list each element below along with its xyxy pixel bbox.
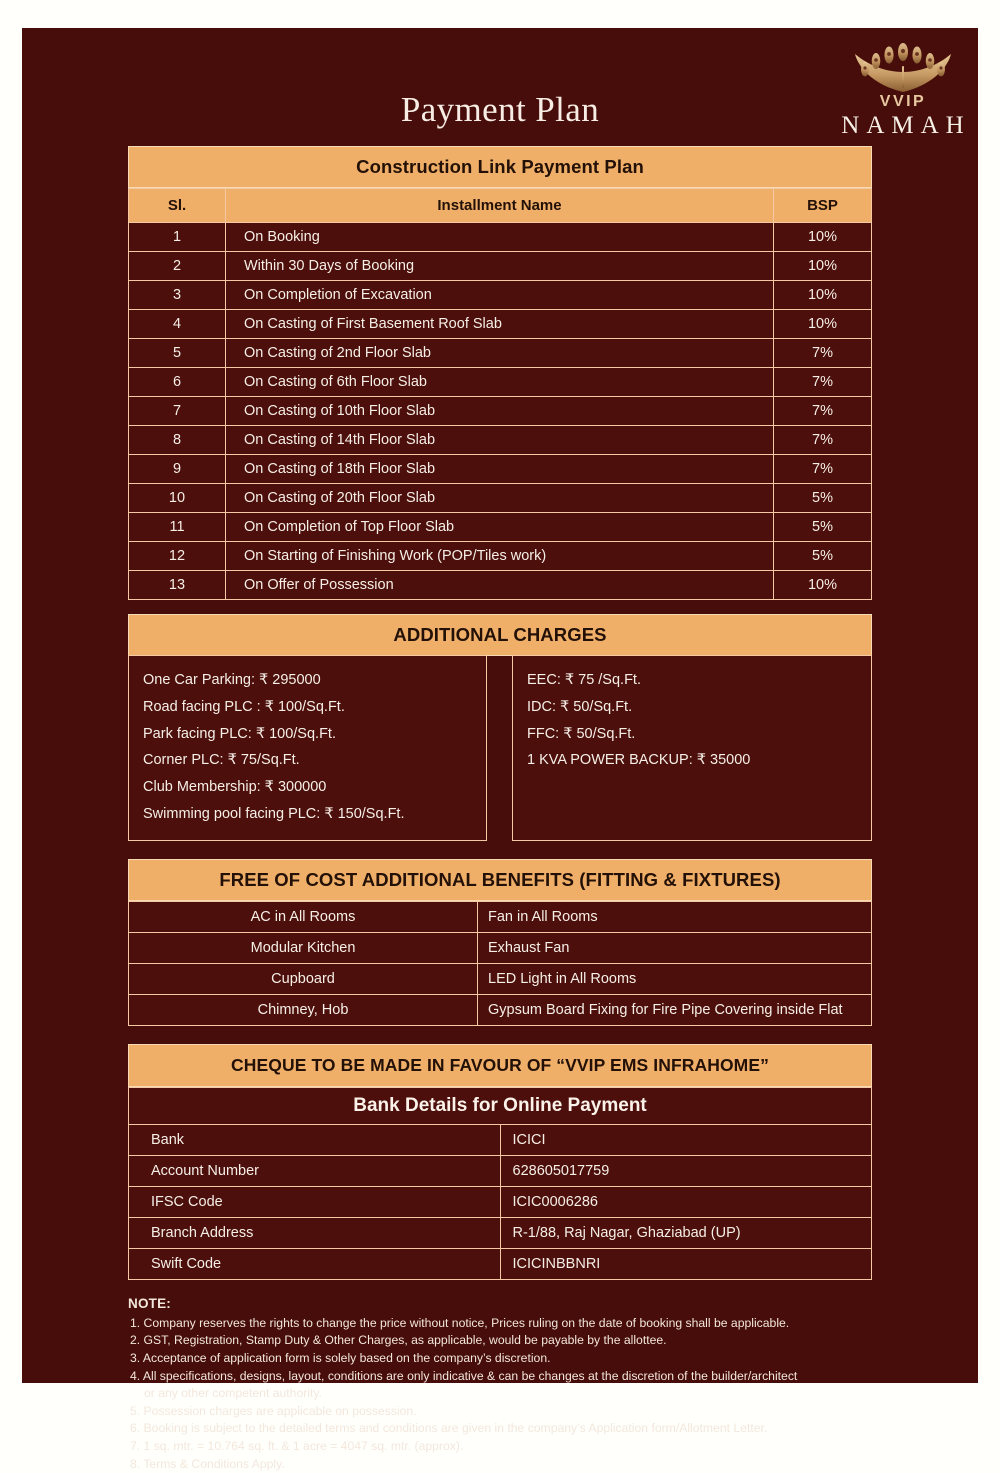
cell-installment-name: On Casting of 6th Floor Slab bbox=[226, 368, 774, 397]
table-row bbox=[129, 455, 872, 484]
cell-sl: 4 bbox=[129, 310, 226, 339]
bank-details-title: Bank Details for Online Payment bbox=[129, 1087, 872, 1124]
note-item: 5. Possession charges are applicable on possession. bbox=[130, 1403, 417, 1418]
cell-installment-name: On Casting of 10th Floor Slab bbox=[226, 397, 774, 426]
bank-field-label: Branch Address bbox=[129, 1217, 501, 1248]
bank-field-label: Bank bbox=[129, 1124, 501, 1155]
bank-field-label: IFSC Code bbox=[129, 1186, 501, 1217]
table-row bbox=[129, 397, 872, 426]
cell-installment-name: Within 30 Days of Booking bbox=[226, 252, 774, 281]
bank-section bbox=[128, 1044, 872, 1280]
bank-details-table bbox=[128, 1087, 872, 1280]
table-row bbox=[129, 1155, 872, 1186]
cell-installment-name: On Casting of 14th Floor Slab bbox=[226, 426, 774, 455]
cell-sl: 10 bbox=[129, 484, 226, 513]
bank-field-label: Swift Code bbox=[129, 1248, 501, 1279]
construction-link-payment-plan-section bbox=[128, 146, 872, 600]
benefits-table bbox=[128, 901, 872, 1026]
table-row bbox=[129, 484, 872, 513]
bank-field-value: ICIC0006286 bbox=[500, 1186, 872, 1217]
cell-bsp: 7% bbox=[774, 397, 872, 426]
cell-bsp: 7% bbox=[774, 426, 872, 455]
table-header-row bbox=[129, 189, 872, 223]
table-row bbox=[129, 901, 872, 932]
cell-installment-name: On Casting of First Basement Roof Slab bbox=[226, 310, 774, 339]
document-header bbox=[22, 28, 978, 146]
benefit-right: Fan in All Rooms bbox=[478, 901, 872, 932]
benefit-right: Gypsum Board Fixing for Fire Pipe Covering inside Flat bbox=[478, 994, 872, 1025]
cell-sl: 3 bbox=[129, 281, 226, 310]
benefit-left: AC in All Rooms bbox=[129, 901, 478, 932]
table-row bbox=[129, 513, 872, 542]
additional-charges-right-column bbox=[512, 655, 872, 841]
note-item: 2. GST, Registration, Stamp Duty & Other Charges, as applicable, would be payable by the allottee. bbox=[130, 1333, 667, 1348]
bank-field-value: R-1/88, Raj Nagar, Ghaziabad (UP) bbox=[500, 1217, 872, 1248]
charge-item: Road facing PLC : ₹ 100/Sq.Ft. bbox=[143, 698, 345, 715]
note-heading: NOTE: bbox=[128, 1295, 171, 1311]
charge-item: One Car Parking: ₹ 295000 bbox=[143, 672, 321, 688]
cell-installment-name: On Completion of Excavation bbox=[226, 281, 774, 310]
table-row bbox=[129, 932, 872, 963]
table-row bbox=[129, 310, 872, 339]
cell-bsp: 10% bbox=[774, 310, 872, 339]
brand-namah-text: NAMAH bbox=[841, 112, 971, 139]
column-header-installment-name: Installment Name bbox=[226, 189, 774, 223]
charge-item: IDC: ₹ 50/Sq.Ft. bbox=[527, 698, 633, 715]
table-row bbox=[129, 223, 872, 252]
cell-installment-name: On Casting of 18th Floor Slab bbox=[226, 455, 774, 484]
payment-plan-page bbox=[22, 28, 978, 1471]
cell-bsp: 5% bbox=[774, 513, 872, 542]
cell-bsp: 5% bbox=[774, 484, 872, 513]
cell-sl: 1 bbox=[129, 223, 226, 252]
bank-details-title-row bbox=[129, 1087, 872, 1124]
bank-field-value: ICICINBBNRI bbox=[500, 1248, 872, 1279]
charge-item: 1 KVA POWER BACKUP: ₹ 35000 bbox=[527, 752, 751, 769]
charge-item: FFC: ₹ 50/Sq.Ft. bbox=[527, 725, 636, 742]
benefit-left: Chimney, Hob bbox=[129, 994, 478, 1025]
cell-sl: 5 bbox=[129, 339, 226, 368]
cell-sl: 6 bbox=[129, 368, 226, 397]
cell-sl: 8 bbox=[129, 426, 226, 455]
brand-logo bbox=[828, 36, 978, 140]
note-item: 8. Terms & Conditions Apply. bbox=[130, 1456, 285, 1471]
brand-vvip-text: VVIP bbox=[879, 93, 927, 110]
note-section bbox=[128, 1296, 872, 1473]
column-header-bsp: BSP bbox=[774, 189, 872, 223]
cheque-favour-line: CHEQUE TO BE MADE IN FAVOUR OF “VVIP EMS INFRAHOME” bbox=[128, 1044, 872, 1087]
table-row bbox=[129, 252, 872, 281]
cell-installment-name: On Casting of 20th Floor Slab bbox=[226, 484, 774, 513]
additional-charges-left-column bbox=[128, 655, 487, 841]
table-row bbox=[129, 426, 872, 455]
table-row bbox=[129, 571, 872, 600]
cell-installment-name: On Starting of Finishing Work (POP/Tiles work) bbox=[226, 542, 774, 571]
cell-bsp: 10% bbox=[774, 252, 872, 281]
page-title: Payment Plan bbox=[400, 90, 600, 129]
charge-item: Swimming pool facing PLC: ₹ 150/Sq.Ft. bbox=[143, 805, 405, 822]
cell-installment-name: On Completion of Top Floor Slab bbox=[226, 513, 774, 542]
cell-sl: 9 bbox=[129, 455, 226, 484]
cell-bsp: 10% bbox=[774, 571, 872, 600]
note-item: 6. Booking is subject to the detailed terms and conditions are given in the company’s Application form/Allotment Letter. bbox=[130, 1421, 768, 1436]
benefit-right: Exhaust Fan bbox=[478, 932, 872, 963]
cell-sl: 12 bbox=[129, 542, 226, 571]
cell-sl: 7 bbox=[129, 397, 226, 426]
bank-field-label: Account Number bbox=[129, 1155, 501, 1186]
note-item: 1. Company reserves the rights to change the price without notice, Prices ruling on the date of booking shall be applicable. bbox=[130, 1315, 790, 1330]
benefits-section bbox=[128, 859, 872, 1026]
bank-field-value: 628605017759 bbox=[500, 1155, 872, 1186]
cell-installment-name: On Booking bbox=[226, 223, 774, 252]
cell-bsp: 10% bbox=[774, 223, 872, 252]
charge-item: Corner PLC: ₹ 75/Sq.Ft. bbox=[143, 752, 300, 769]
cell-installment-name: On Casting of 2nd Floor Slab bbox=[226, 339, 774, 368]
table-row bbox=[129, 994, 872, 1025]
column-header-sl: Sl. bbox=[129, 189, 226, 223]
cell-installment-name: On Offer of Possession bbox=[226, 571, 774, 600]
cell-sl: 13 bbox=[129, 571, 226, 600]
table-row bbox=[129, 1124, 872, 1155]
peacock-fan-icon bbox=[847, 36, 959, 92]
table-row bbox=[129, 368, 872, 397]
table-row bbox=[129, 542, 872, 571]
additional-charges-title: ADDITIONAL CHARGES bbox=[128, 614, 872, 656]
cell-sl: 2 bbox=[129, 252, 226, 281]
table-row bbox=[129, 339, 872, 368]
benefits-title: FREE OF COST ADDITIONAL BENEFITS (FITTING & FIXTURES) bbox=[128, 859, 872, 901]
cell-bsp: 10% bbox=[774, 281, 872, 310]
cell-bsp: 7% bbox=[774, 455, 872, 484]
construction-plan-title: Construction Link Payment Plan bbox=[128, 146, 872, 188]
cell-bsp: 5% bbox=[774, 542, 872, 571]
table-row bbox=[129, 1217, 872, 1248]
note-item: 3. Acceptance of application form is solely based on the company’s discretion. bbox=[130, 1350, 551, 1365]
note-item: or any other competent authority. bbox=[144, 1386, 322, 1401]
cell-bsp: 7% bbox=[774, 339, 872, 368]
charge-item: Park facing PLC: ₹ 100/Sq.Ft. bbox=[143, 725, 336, 742]
bank-field-value: ICICI bbox=[500, 1124, 872, 1155]
table-row bbox=[129, 963, 872, 994]
charge-item: EEC: ₹ 75 /Sq.Ft. bbox=[527, 672, 641, 688]
note-item: 7. 1 sq. mtr. = 10.764 sq. ft. & 1 acre = 4047 sq. mtr. (approx). bbox=[130, 1438, 464, 1453]
cell-bsp: 7% bbox=[774, 368, 872, 397]
cell-sl: 11 bbox=[129, 513, 226, 542]
benefit-left: Modular Kitchen bbox=[129, 932, 478, 963]
additional-charges-section bbox=[128, 614, 872, 841]
table-row bbox=[129, 1186, 872, 1217]
note-item: 4. All specifications, designs, layout, conditions are only indicative & can be changes at the discretion of the builder/architect bbox=[130, 1368, 798, 1383]
benefit-right: LED Light in All Rooms bbox=[478, 963, 872, 994]
benefit-left: Cupboard bbox=[129, 963, 478, 994]
table-row bbox=[129, 281, 872, 310]
table-row bbox=[129, 1248, 872, 1279]
charge-item: Club Membership: ₹ 300000 bbox=[143, 779, 327, 796]
construction-plan-table bbox=[128, 188, 872, 600]
